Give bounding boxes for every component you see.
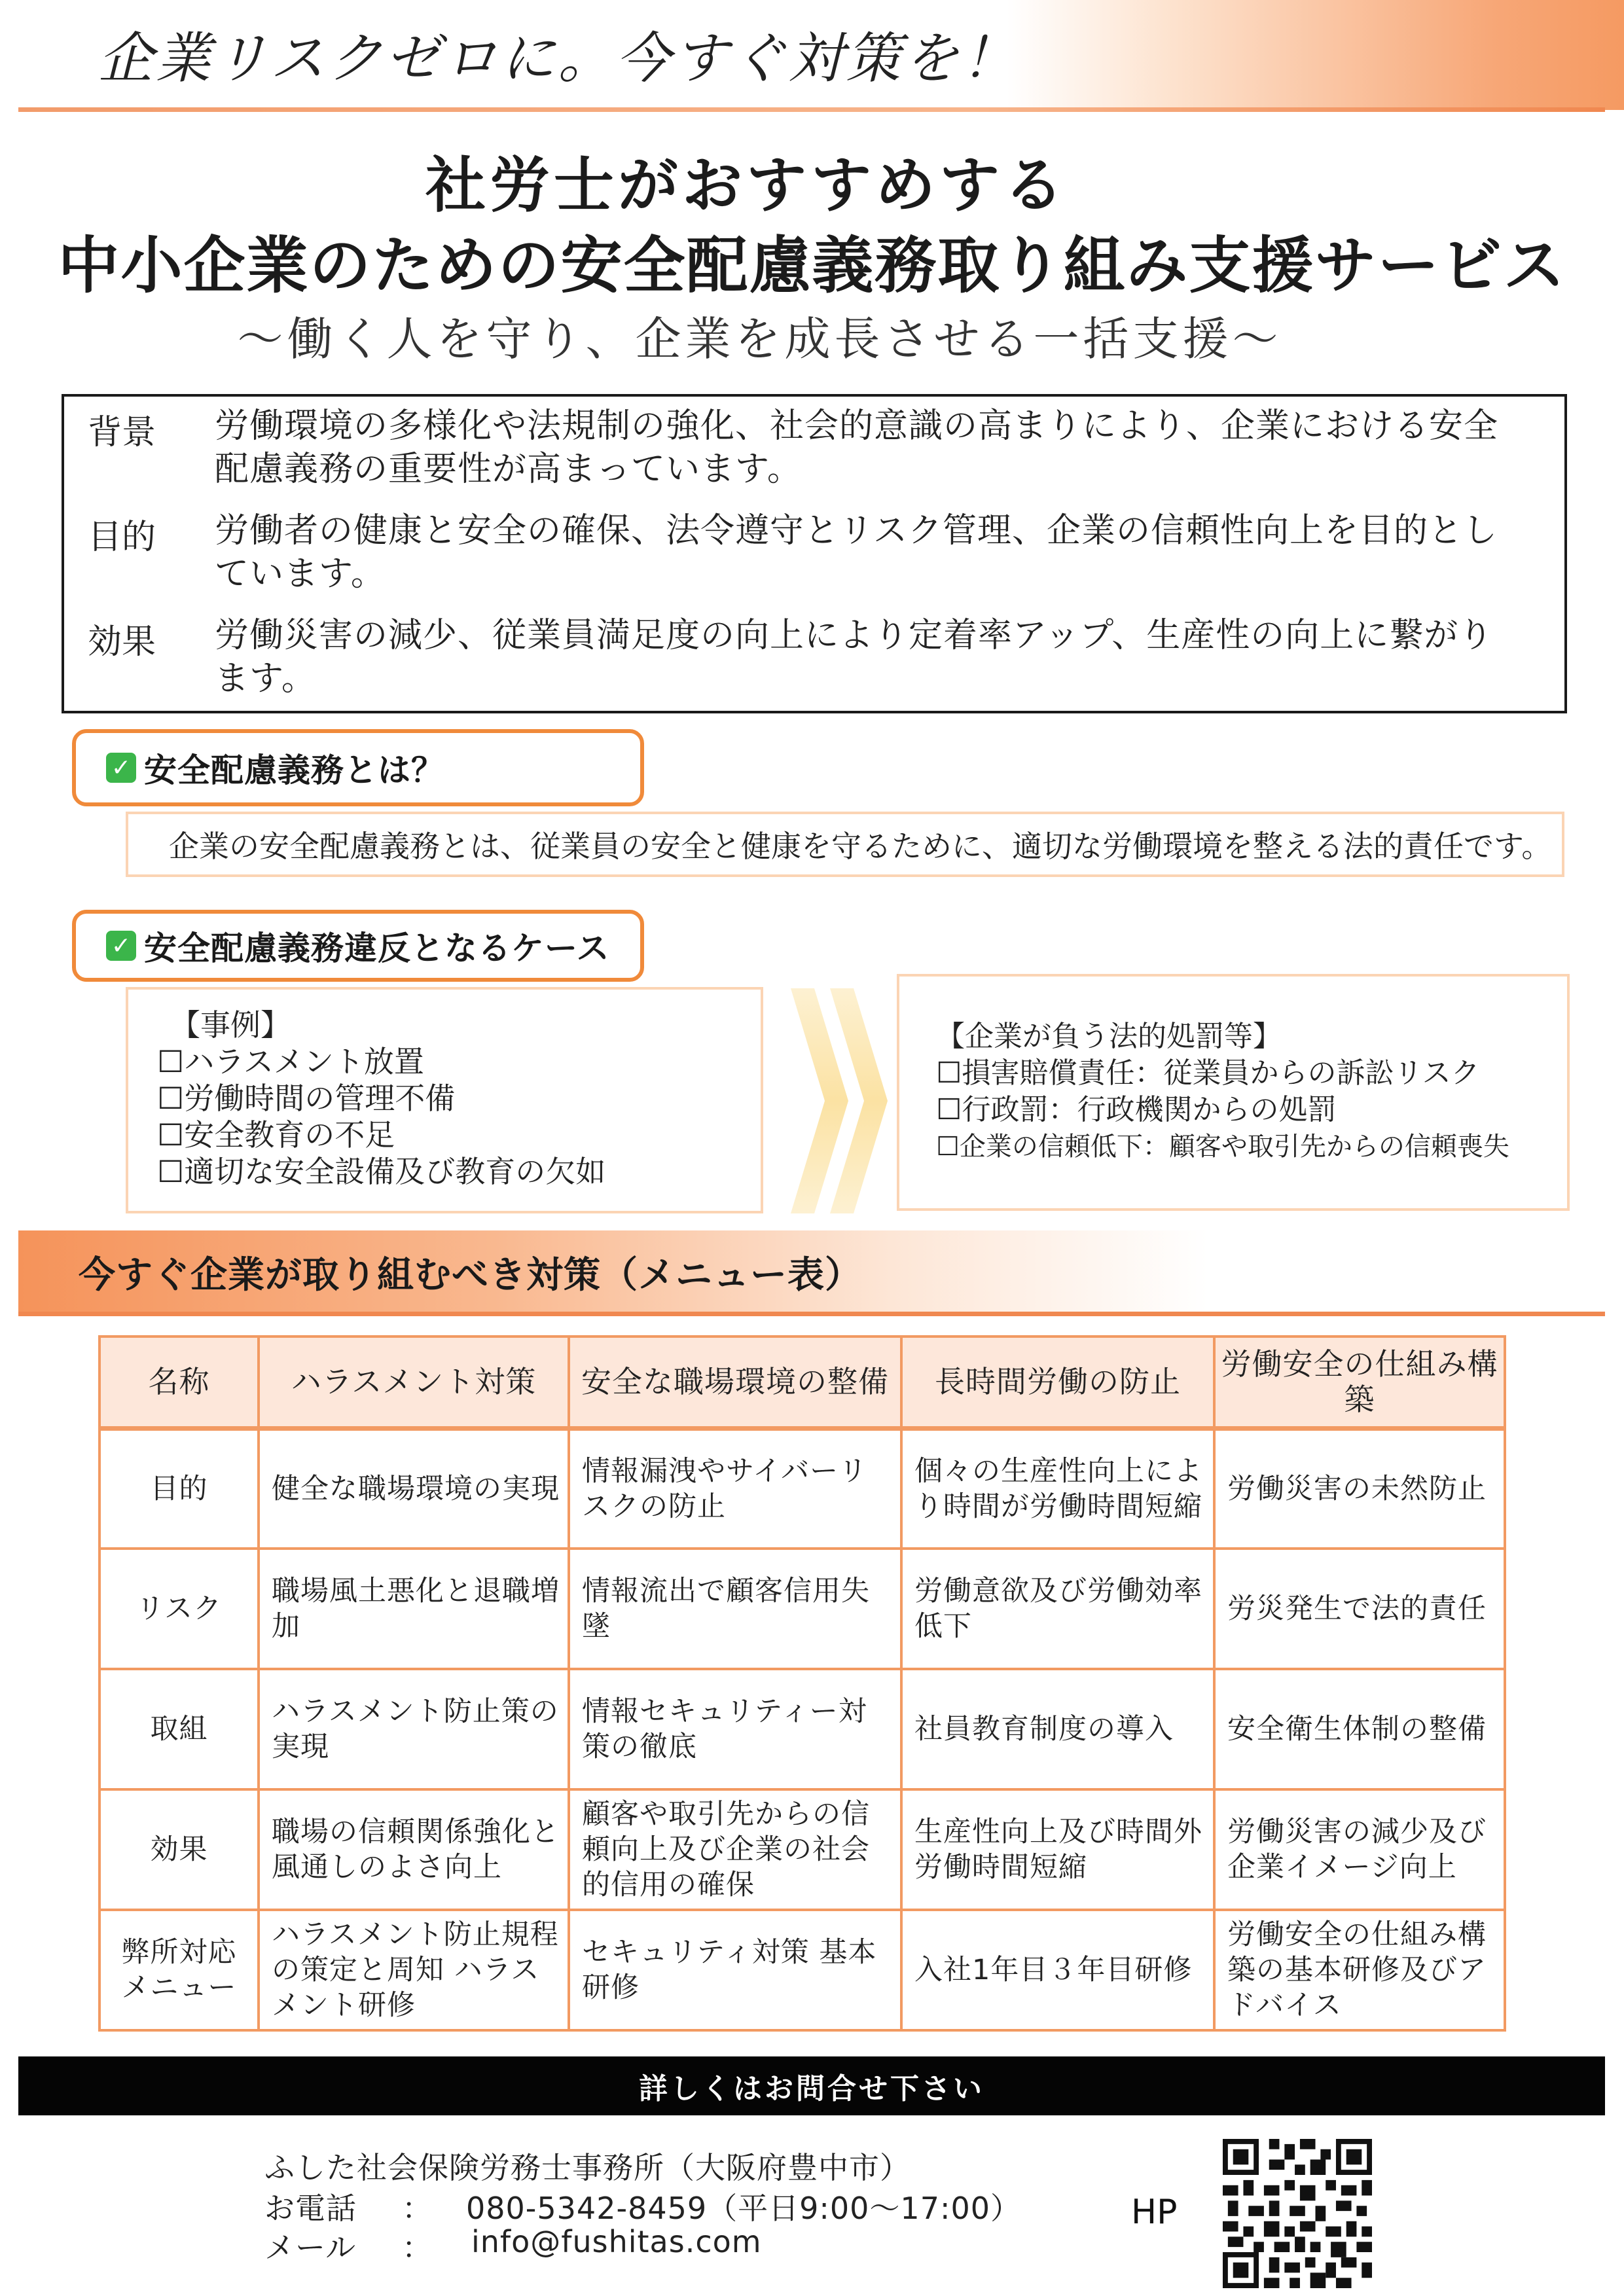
- table-cell: 労働安全の仕組み構築の基本研修及びアドバイス: [1214, 1910, 1505, 2030]
- intro-box: [62, 394, 1567, 713]
- table-row: [99, 1789, 1505, 1910]
- table-cell: 労災発生で法的責任: [1214, 1549, 1505, 1669]
- title-line-1: 社労士がおすすめする: [425, 151, 1068, 221]
- definition-heading-pill: [72, 729, 644, 806]
- row-header: 弊所対応メニュー: [99, 1910, 259, 2030]
- intro-text-line: 労働者の健康と安全の確保、法令遵守とリスク管理、企業の信頼性向上を目的とし: [215, 511, 1498, 550]
- office-name: ふした社会保険労務士事務所（大阪府豊中市）: [264, 2150, 911, 2185]
- example-item: ☐適切な安全設備及び教育の欠如: [157, 1154, 606, 1189]
- example-item: ☐ハラスメント放置: [157, 1044, 424, 1079]
- intro-text-line: 労働環境の多様化や法規制の強化、社会的意識の高まりにより、企業における安全: [215, 406, 1499, 446]
- hp-label: HP: [1131, 2193, 1178, 2232]
- table-row: [99, 1428, 1505, 1549]
- table-cell: 生産性向上及び時間外労働時間短縮: [901, 1789, 1214, 1910]
- intro-row-effect: [88, 614, 1541, 700]
- mail-separator: ：: [402, 2230, 433, 2265]
- column-header: ハラスメント対策: [259, 1336, 569, 1428]
- table-cell: 情報漏洩やサイバーリスクの防止: [569, 1428, 901, 1549]
- examples-title: 【事例】: [170, 1007, 291, 1043]
- header-underline: [18, 107, 1605, 112]
- subtitle: 〜働く人を守り、企業を成長させる一括支援〜: [237, 312, 1282, 366]
- table-cell: 労働災害の減少及び企業イメージ向上: [1214, 1789, 1505, 1910]
- example-item: ☐安全教育の不足: [157, 1117, 395, 1153]
- row-header: 目的: [99, 1428, 259, 1549]
- intro-row-background: [88, 404, 1541, 491]
- intro-label: 背景: [88, 413, 156, 452]
- mail-label: メール: [264, 2230, 357, 2265]
- menu-table: [98, 1335, 1506, 2032]
- intro-text-line: ます。: [215, 659, 316, 698]
- penalty-item: ☐行政罰：行政機関からの処罰: [936, 1093, 1337, 1126]
- chevron-arrows-icon: [783, 986, 906, 1216]
- column-header: 長時間労働の防止: [901, 1336, 1214, 1428]
- row-header: 取組: [99, 1669, 259, 1789]
- email-link[interactable]: info@fushitas.com: [471, 2224, 762, 2259]
- table-cell: 顧客や取引先からの信頼向上及び企業の社会的信用の確保: [569, 1789, 901, 1910]
- definition-heading: 安全配慮義務とは？: [144, 751, 444, 789]
- column-header: 名称: [99, 1336, 259, 1428]
- checkmark-icon: ✓: [106, 753, 136, 783]
- phone-number[interactable]: 080-5342-8459（平日9:00〜17:00）: [466, 2191, 1021, 2226]
- definition-box: [126, 812, 1564, 877]
- table-cell: 健全な職場環境の実現: [259, 1428, 569, 1549]
- penalties-title: 【企業が負う法的処罰等】: [936, 1020, 1282, 1053]
- intro-text: [215, 614, 1541, 700]
- slogan: 企業リスクゼロに。今すぐ対策を！: [98, 26, 1019, 90]
- cases-heading-pill: [72, 910, 644, 982]
- phone-separator: ：: [402, 2191, 433, 2226]
- table-row: [99, 1910, 1505, 2030]
- table-cell: 情報流出で顧客信用失墜: [569, 1549, 901, 1669]
- table-cell: 入社1年目３年目研修: [901, 1910, 1214, 2030]
- intro-text: [215, 404, 1541, 491]
- table-cell: 職場の信頼関係強化と風通しのよさ向上: [259, 1789, 569, 1910]
- menu-heading-underline: [18, 1312, 1605, 1316]
- intro-text-line: 労働災害の減少、従業員満足度の向上により定着率アップ、生産性の向上に繋がり: [215, 616, 1494, 655]
- column-header: 労働安全の仕組み構築: [1214, 1336, 1505, 1428]
- title-line-2: 中小企業のための安全配慮義務取り組み支援サービス: [58, 230, 1566, 302]
- intro-label: 目的: [88, 518, 156, 557]
- table-cell: ハラスメント防止策の実現: [259, 1669, 569, 1789]
- contact-banner-text: 詳しくはお問合せ下さい: [639, 2072, 984, 2106]
- cases-heading: 安全配慮義務違反となるケース: [144, 929, 610, 967]
- example-item: ☐労働時間の管理不備: [157, 1081, 456, 1116]
- intro-text-line: ています。: [215, 554, 386, 594]
- intro-text-line: 配慮義務の重要性が高まっています。: [215, 450, 802, 489]
- table-header-row: [99, 1336, 1505, 1428]
- checkmark-icon: ✓: [106, 931, 136, 961]
- table-row: [99, 1669, 1505, 1789]
- penalty-item: ☐企業の信頼低下：顧客や取引先からの信頼喪失: [936, 1132, 1509, 1162]
- penalties-box: [897, 974, 1570, 1211]
- table-row: [99, 1549, 1505, 1669]
- table-cell: 労働災害の未然防止: [1214, 1428, 1505, 1549]
- table-cell: セキュリティ対策 基本研修: [569, 1910, 901, 2030]
- penalty-item: ☐損害賠償責任：従業員からの訴訟リスク: [936, 1056, 1480, 1090]
- table-cell: 情報セキュリティー対策の徹底: [569, 1669, 901, 1789]
- table-cell: 安全衛生体制の整備: [1214, 1669, 1505, 1789]
- table-cell: ハラスメント防止規程の策定と周知 ハラスメント研修: [259, 1910, 569, 2030]
- row-header: 効果: [99, 1789, 259, 1910]
- qr-code-icon[interactable]: [1223, 2139, 1372, 2288]
- table-cell: 個々の生産性向上により時間が労働時間短縮: [901, 1428, 1214, 1549]
- table-cell: 職場風土悪化と退職増加: [259, 1549, 569, 1669]
- column-header: 安全な職場環境の整備: [569, 1336, 901, 1428]
- table-cell: 労働意欲及び労働効率低下: [901, 1549, 1214, 1669]
- intro-label: 効果: [88, 622, 156, 662]
- menu-heading: 今すぐ企業が取り組むべき対策（メニュー表）: [79, 1254, 862, 1297]
- examples-box: [126, 987, 763, 1213]
- phone-label: お電話: [264, 2191, 357, 2226]
- table-cell: 社員教育制度の導入: [901, 1669, 1214, 1789]
- definition-text: 企業の安全配慮義務とは、従業員の安全と健康を守るために、適切な労働環境を整える法的責任です。: [169, 829, 1552, 864]
- intro-row-purpose: [88, 509, 1541, 596]
- intro-text: [215, 509, 1541, 596]
- contact-banner: [18, 2056, 1605, 2115]
- row-header: リスク: [99, 1549, 259, 1669]
